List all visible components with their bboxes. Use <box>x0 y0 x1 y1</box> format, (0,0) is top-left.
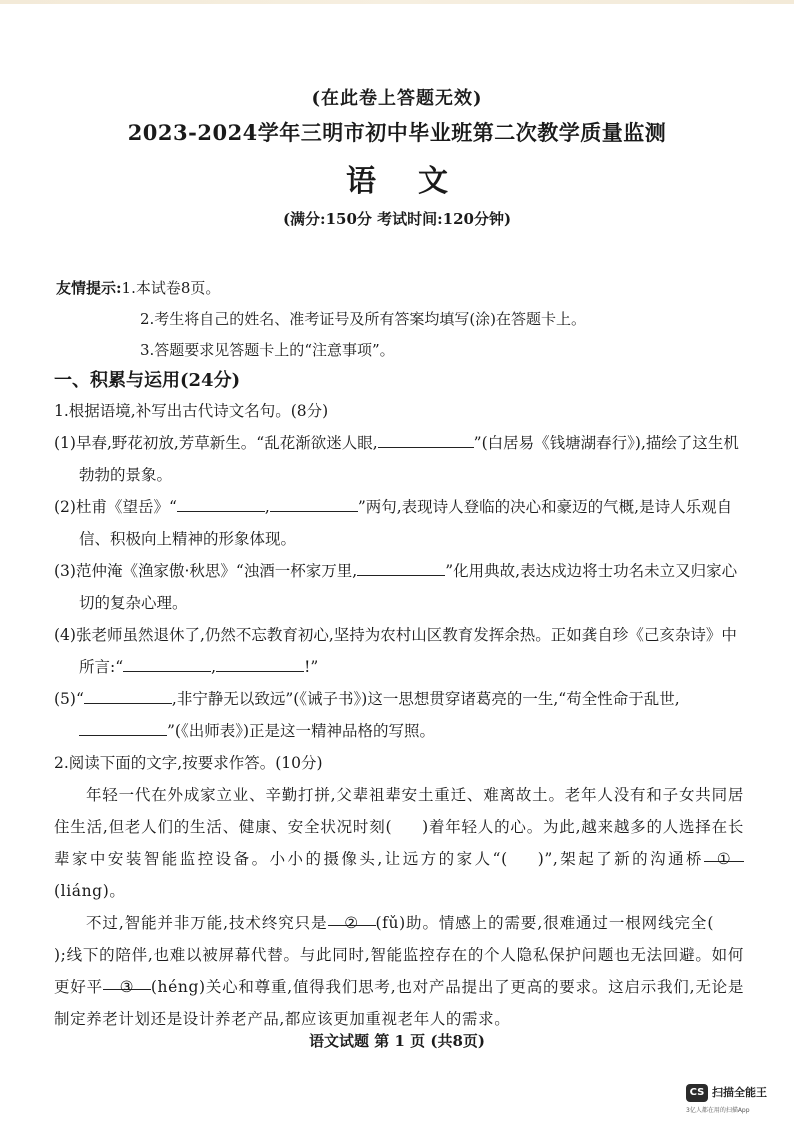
blank-number: ① <box>716 850 732 868</box>
question-1-item-1 <box>54 427 744 491</box>
answer-blank <box>378 429 474 448</box>
exam-info: (满分:150分 考试时间:120分钟) <box>282 210 512 228</box>
answer-blank <box>357 557 445 576</box>
exam-title: 2023-2024学年三明市初中毕业班第二次教学质量监测 <box>127 120 667 145</box>
answer-blank-1 <box>704 843 744 868</box>
item-text: , <box>211 658 217 676</box>
item-text: (4)张老师虽然退休了,仍然不忘教育初心,坚持为农村山区教育发挥余热。正如龚自珍《己亥杂诗》中所言:“ <box>54 626 737 676</box>
question-2-paragraph-1 <box>54 779 744 907</box>
tips-line-1 <box>56 273 756 304</box>
watermark-name: 扫描全能王 <box>712 1086 767 1099</box>
tip-item: 3.答题要求见答题卡上的“注意事项”。 <box>140 341 395 359</box>
para-text: (liáng)。 <box>54 882 126 900</box>
question-2-paragraph-2 <box>54 907 744 1035</box>
para-text: (fǔ)助。情感上的需要,很难通过一根网线完全( <box>375 914 714 932</box>
question-1-item-3 <box>54 555 744 619</box>
question-1-item-2 <box>54 491 744 555</box>
tip-item: 1.本试卷8页。 <box>121 279 221 297</box>
para-text: )”,架起了新的沟通桥 <box>537 850 704 868</box>
answer-blank-2 <box>328 907 376 932</box>
answer-blank-3 <box>103 971 151 996</box>
blank-number: ③ <box>119 978 135 996</box>
answer-blank <box>216 653 304 672</box>
watermark-tagline: 3亿人都在用的扫描App <box>686 1107 750 1114</box>
para-text: (héng)关心和尊重,值得我们思考,也对产品提出了更高的要求。这启示我们,无论是制定养老计划还是设计养老产品,都应该更加重视老年人的需求。 <box>54 978 744 1028</box>
friendly-tips <box>56 273 756 366</box>
answer-blank <box>84 685 172 704</box>
para-text: )着年轻人的心。为此,越来越多的人选择在长辈家中安装智能监控设备。小小的摄像头,让远方的家人“( <box>54 818 744 868</box>
item-text: ”两句,表现诗人登临的决心和豪迈的气概,是诗人乐观自信、积极向上精神的形象体现。 <box>79 498 733 548</box>
question-1-head: 1.根据语境,补写出古代诗文名句。(8分) <box>54 402 329 420</box>
tips-line-3 <box>56 335 756 366</box>
para-text: 不过,智能并非万能,技术终究只是 <box>86 914 328 932</box>
tips-line-2 <box>56 304 756 335</box>
scan-top-edge <box>0 0 794 4</box>
invalid-answer-note: (在此卷上答题无效) <box>311 88 483 109</box>
answer-blank <box>177 493 265 512</box>
item-text: ,非宁静无以致远”(《诫子书》)这一思想贯穿诸葛亮的一生,“苟全性命于乱世, <box>171 690 680 708</box>
question-1 <box>54 395 744 1035</box>
item-text: (3)范仲淹《渔家傲·秋思》“浊酒一杯家万里, <box>54 562 358 580</box>
question-1-item-5 <box>54 683 744 747</box>
page-footer: 语文试题 第 1 页 (共8页) <box>309 1032 485 1050</box>
para-text: );线下的陪伴,也难以被屏幕代替。与此同时,智能监控存在的个人隐私保护问题也无法回避。如何更好平 <box>54 946 744 996</box>
camscanner-logo-icon: CS <box>686 1084 708 1102</box>
answer-blank <box>123 653 211 672</box>
scanner-watermark <box>686 1082 786 1116</box>
item-text: (2)杜甫《望岳》“ <box>54 498 177 516</box>
item-text: , <box>264 498 270 516</box>
item-text: (1)早春,野花初放,芳草新生。“乱花渐欲迷人眼, <box>54 434 378 452</box>
answer-blank <box>79 717 167 736</box>
item-text: (5)“ <box>54 690 84 708</box>
section-heading: 一、积累与运用(24分) <box>54 370 241 391</box>
para-text: 年轻一代在外成家立业、辛勤打拼,父辈祖辈安土重迁、难离故土。老年人没有和子女共同居住生活,但老人们的生活、健康、安全状况时刻( <box>54 786 744 836</box>
tips-label: 友情提示: <box>56 279 122 297</box>
item-text: ”(《出师表》)正是这一精神品格的写照。 <box>167 722 436 740</box>
item-text: !” <box>304 658 319 676</box>
subject-title: 语文 <box>346 164 490 199</box>
item-text: ”(白居易《钱塘湖春行》),描绘了这生机勃勃的景象。 <box>79 434 739 484</box>
answer-blank <box>270 493 358 512</box>
blank-number: ② <box>344 914 359 932</box>
tip-item: 2.考生将自己的姓名、准考证号及所有答案均填写(涂)在答题卡上。 <box>140 310 587 328</box>
question-2-head: 2.阅读下面的文字,按要求作答。(10分) <box>54 754 323 772</box>
question-1-item-4 <box>54 619 744 683</box>
item-text: ”化用典故,表达戍边将士功名未立又归家心切的复杂心理。 <box>79 562 738 612</box>
